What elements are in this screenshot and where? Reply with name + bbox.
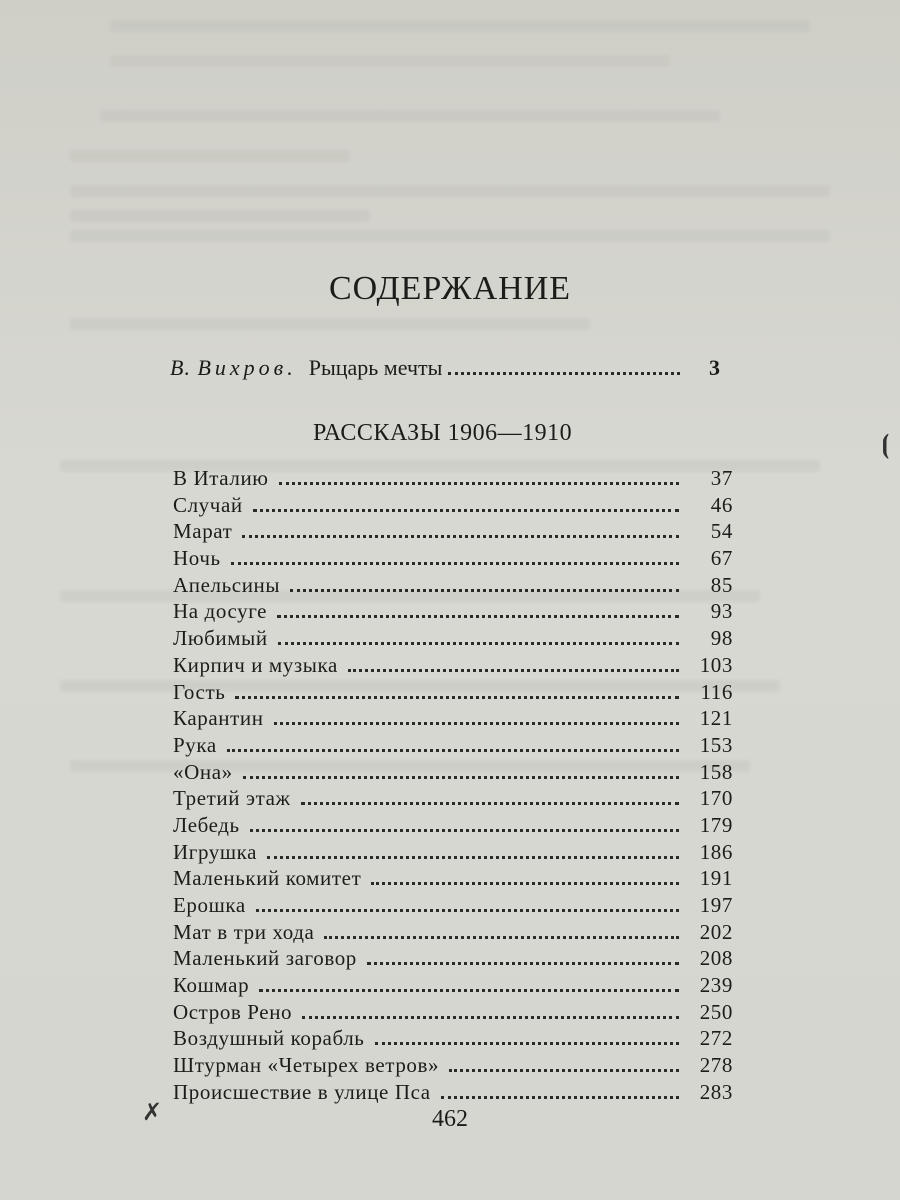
dot-leader — [371, 876, 679, 885]
toc-list — [173, 466, 733, 1107]
toc-entry-title: Воздушный корабль — [173, 1026, 365, 1051]
page-title: СОДЕРЖАНИЕ — [328, 270, 572, 307]
toc-entry — [173, 626, 733, 653]
toc-entry-title: Остров Рено — [173, 999, 293, 1024]
toc-entry-page: 278 — [699, 1053, 733, 1078]
toc-entry-title: Происшествие в улице Пса — [173, 1079, 431, 1104]
toc-entry — [173, 920, 733, 947]
section-heading: РАССКАЗЫ 1906—1910 — [313, 420, 573, 446]
toc-entry — [173, 1080, 733, 1107]
toc-entry — [173, 519, 733, 546]
toc-intro-entry — [170, 355, 720, 381]
toc-entry-title: Карантин — [173, 706, 264, 731]
dot-leader — [324, 930, 679, 939]
dot-leader — [259, 983, 679, 992]
toc-entry-page: 170 — [699, 786, 733, 811]
dot-leader — [242, 529, 679, 538]
toc-entry-title: Кошмар — [173, 973, 250, 998]
toc-entry-title: Кирпич и музыка — [173, 652, 338, 677]
toc-entry — [173, 813, 733, 840]
dot-leader — [250, 823, 679, 832]
toc-entry — [173, 786, 733, 813]
show-through-line — [70, 150, 350, 162]
toc-entry-title: Любимый — [173, 626, 268, 651]
dot-leader — [348, 663, 679, 672]
toc-entry — [173, 573, 733, 600]
intro-author-name: Вихров. — [197, 355, 297, 380]
dot-leader — [231, 556, 679, 565]
dot-leader — [302, 1010, 679, 1019]
toc-entry — [173, 680, 733, 707]
toc-entry — [173, 946, 733, 973]
dot-leader — [375, 1036, 680, 1045]
intro-author-initial: В. — [170, 355, 191, 380]
show-through-line — [110, 20, 810, 32]
toc-entry — [173, 973, 733, 1000]
toc-entry-title: Лебедь — [173, 812, 240, 837]
toc-entry — [173, 466, 733, 493]
toc-entry — [173, 1000, 733, 1027]
toc-entry-page: 272 — [699, 1026, 733, 1051]
toc-entry-page: 197 — [699, 893, 733, 917]
toc-entry — [173, 599, 733, 626]
toc-entry-title: Игрушка — [173, 839, 258, 864]
show-through-line — [110, 55, 670, 67]
toc-entry — [173, 1053, 733, 1080]
dot-leader — [449, 1063, 679, 1072]
dot-leader — [277, 609, 679, 618]
toc-entry-title: В Италию — [173, 466, 269, 490]
toc-entry-page: 103 — [699, 652, 733, 677]
toc-entry — [173, 1026, 733, 1053]
intro-page-number: 3 — [709, 355, 720, 380]
toc-entry-title: Случай — [173, 492, 243, 517]
toc-entry-title: Ночь — [173, 546, 221, 571]
page-number: 462 — [432, 1106, 468, 1132]
dot-leader — [256, 903, 679, 912]
toc-entry-page: 179 — [699, 812, 733, 837]
dot-leader — [301, 796, 679, 805]
toc-entry-title: Марат — [173, 519, 233, 544]
toc-entry-title: Маленький заговор — [173, 946, 357, 971]
toc-entry — [173, 893, 733, 920]
toc-entry — [173, 653, 733, 680]
toc-entry-title: На досуге — [173, 599, 268, 624]
dot-leader — [243, 770, 679, 779]
toc-entry-page: 37 — [710, 466, 733, 490]
toc-entry-title: Гость — [173, 679, 226, 704]
toc-entry-title: Апельсины — [173, 572, 281, 597]
toc-entry — [173, 733, 733, 760]
dot-leader — [278, 636, 679, 645]
show-through-line — [70, 185, 830, 197]
dot-leader — [227, 743, 679, 752]
toc-entry-page: 186 — [699, 839, 733, 864]
toc-entry-page: 202 — [699, 919, 733, 944]
toc-entry-title: Мат в три хода — [173, 919, 315, 944]
toc-entry-page: 153 — [699, 732, 733, 757]
show-through-line — [70, 210, 370, 222]
dot-leader — [367, 956, 679, 965]
pencil-mark-icon: ✗ — [142, 1100, 163, 1126]
toc-entry-page: 93 — [710, 599, 733, 624]
toc-entry-page: 116 — [700, 679, 733, 704]
show-through-line — [70, 230, 830, 242]
toc-entry-page: 191 — [699, 866, 733, 891]
toc-entry-page: 121 — [699, 706, 733, 731]
intro-work-title: Рыцарь мечты — [308, 355, 443, 380]
dot-leader — [290, 583, 679, 592]
page-edge-mark: ⦗ — [881, 430, 890, 459]
toc-entry-title: Маленький комитет — [173, 866, 362, 891]
show-through-line — [70, 318, 590, 330]
toc-entry-page: 208 — [699, 946, 733, 971]
toc-entry-page: 98 — [710, 626, 733, 651]
dot-leader — [253, 503, 679, 512]
toc-entry-title: Рука — [173, 732, 217, 757]
dot-leader — [279, 476, 679, 485]
toc-entry — [173, 493, 733, 520]
toc-entry-page: 46 — [710, 492, 733, 517]
toc-entry-page: 239 — [699, 973, 733, 998]
toc-entry — [173, 546, 733, 573]
dot-leader — [441, 1090, 679, 1099]
toc-entry — [173, 706, 733, 733]
toc-entry-page: 250 — [699, 999, 733, 1024]
toc-entry-title: «Она» — [173, 759, 233, 784]
toc-entry-page: 85 — [710, 572, 733, 597]
dot-leader — [267, 850, 679, 859]
toc-entry-page: 283 — [699, 1079, 733, 1104]
intro-author — [170, 355, 297, 381]
show-through-line — [100, 110, 720, 122]
toc-entry — [173, 840, 733, 867]
toc-entry-title: Ерошка — [173, 893, 246, 917]
toc-entry-page: 54 — [710, 519, 733, 544]
toc-entry — [173, 760, 733, 787]
toc-entry-title: Третий этаж — [173, 786, 291, 811]
toc-entry-page: 67 — [710, 546, 733, 571]
toc-entry-page: 158 — [699, 759, 733, 784]
toc-entry-title: Штурман «Четырех ветров» — [173, 1053, 440, 1078]
dot-leader — [235, 690, 679, 699]
toc-entry — [173, 866, 733, 893]
dot-leader — [274, 716, 679, 725]
dot-leader — [448, 364, 680, 375]
